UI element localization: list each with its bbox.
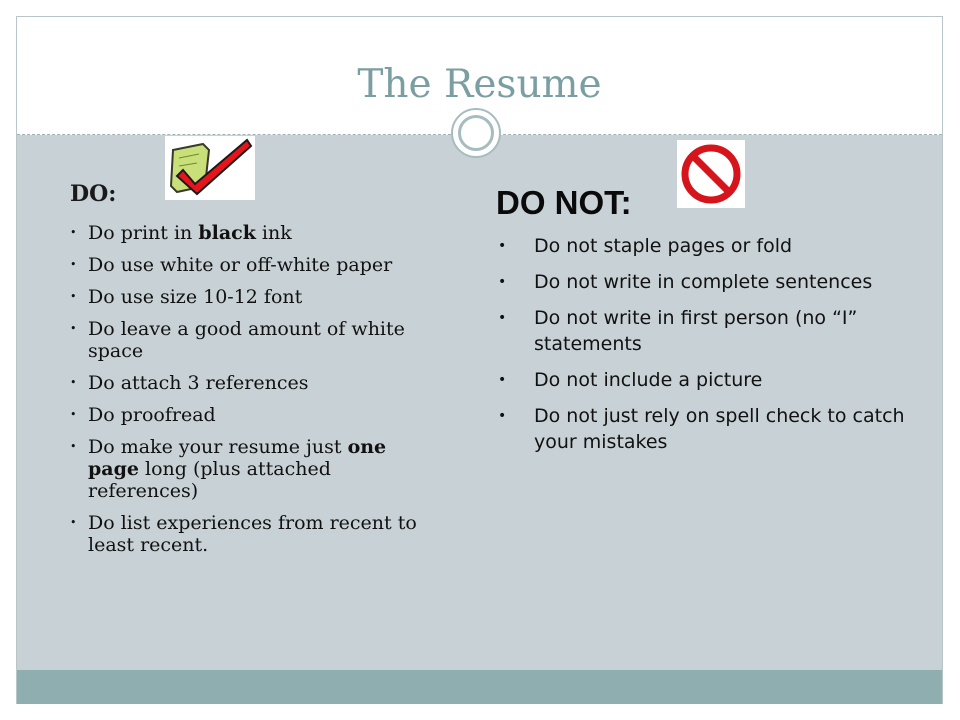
donot-list-item bbox=[496, 403, 916, 455]
item-text-part: Do list experiences from recent to least recent. bbox=[88, 512, 417, 556]
do-list-item bbox=[70, 512, 440, 556]
bullet-icon: • bbox=[70, 258, 77, 271]
do-list-item bbox=[70, 372, 440, 394]
donot-item-text: Do not include a picture bbox=[534, 369, 763, 391]
do-list-item bbox=[70, 254, 440, 276]
bullet-icon: • bbox=[498, 310, 507, 326]
do-heading: DO: bbox=[70, 181, 117, 207]
bullet-icon: • bbox=[70, 516, 77, 529]
donot-item-text: Do not staple pages or fold bbox=[534, 235, 793, 257]
do-list-item bbox=[70, 286, 440, 308]
do-item-text bbox=[88, 286, 440, 308]
do-item-text bbox=[88, 222, 440, 244]
do-item-text bbox=[88, 318, 440, 362]
item-text-part: Do make your resume just bbox=[88, 436, 348, 458]
donot-item-text: Do not write in first person (no “I” statements bbox=[534, 307, 858, 355]
do-item-text bbox=[88, 436, 440, 502]
bullet-icon: • bbox=[70, 322, 77, 335]
circle-ornament-icon bbox=[451, 108, 501, 158]
checkmark-icon bbox=[165, 136, 255, 200]
donot-list-item bbox=[496, 367, 916, 393]
do-list-item bbox=[70, 222, 440, 244]
donot-heading: DO NOT: bbox=[496, 184, 632, 221]
bullet-icon: • bbox=[70, 376, 77, 389]
bullet-icon: • bbox=[498, 238, 507, 254]
item-text-part: Do use white or off-white paper bbox=[88, 254, 393, 276]
do-item-text bbox=[88, 404, 440, 426]
bullet-icon: • bbox=[498, 274, 507, 290]
donot-item-text: Do not just rely on spell check to catch your mistakes bbox=[534, 405, 905, 453]
item-text-part: Do proofread bbox=[88, 404, 216, 426]
do-list-item bbox=[70, 318, 440, 362]
item-text-part: Do use size 10-12 font bbox=[88, 286, 303, 308]
bottom-bar bbox=[17, 670, 942, 704]
bullet-icon: • bbox=[70, 226, 77, 239]
bullet-icon: • bbox=[70, 408, 77, 421]
bullet-icon: • bbox=[498, 372, 507, 388]
bullet-icon: • bbox=[70, 440, 77, 453]
do-item-text bbox=[88, 254, 440, 276]
do-list-item bbox=[70, 436, 440, 502]
donot-list-item bbox=[496, 269, 916, 295]
donot-list-item bbox=[496, 233, 916, 259]
emphasis-text: black bbox=[198, 222, 256, 244]
donot-list bbox=[496, 233, 916, 465]
emphasis-text: one page bbox=[88, 436, 387, 480]
prohibited-icon bbox=[677, 140, 745, 208]
item-text-part: Do leave a good amount of white space bbox=[88, 318, 405, 362]
bullet-icon: • bbox=[70, 290, 77, 303]
do-list-item bbox=[70, 404, 440, 426]
do-item-text bbox=[88, 372, 440, 394]
item-text-part: Do attach 3 references bbox=[88, 372, 309, 394]
donot-item-text: Do not write in complete sentences bbox=[534, 271, 873, 293]
bullet-icon: • bbox=[498, 408, 507, 424]
donot-list-item bbox=[496, 305, 916, 357]
item-text-part: long (plus attached references) bbox=[88, 458, 331, 502]
page-title: The Resume bbox=[357, 62, 602, 107]
do-list bbox=[70, 222, 440, 566]
item-text-part: ink bbox=[255, 222, 292, 244]
item-text-part: Do print in bbox=[88, 222, 199, 244]
do-item-text bbox=[88, 512, 440, 556]
